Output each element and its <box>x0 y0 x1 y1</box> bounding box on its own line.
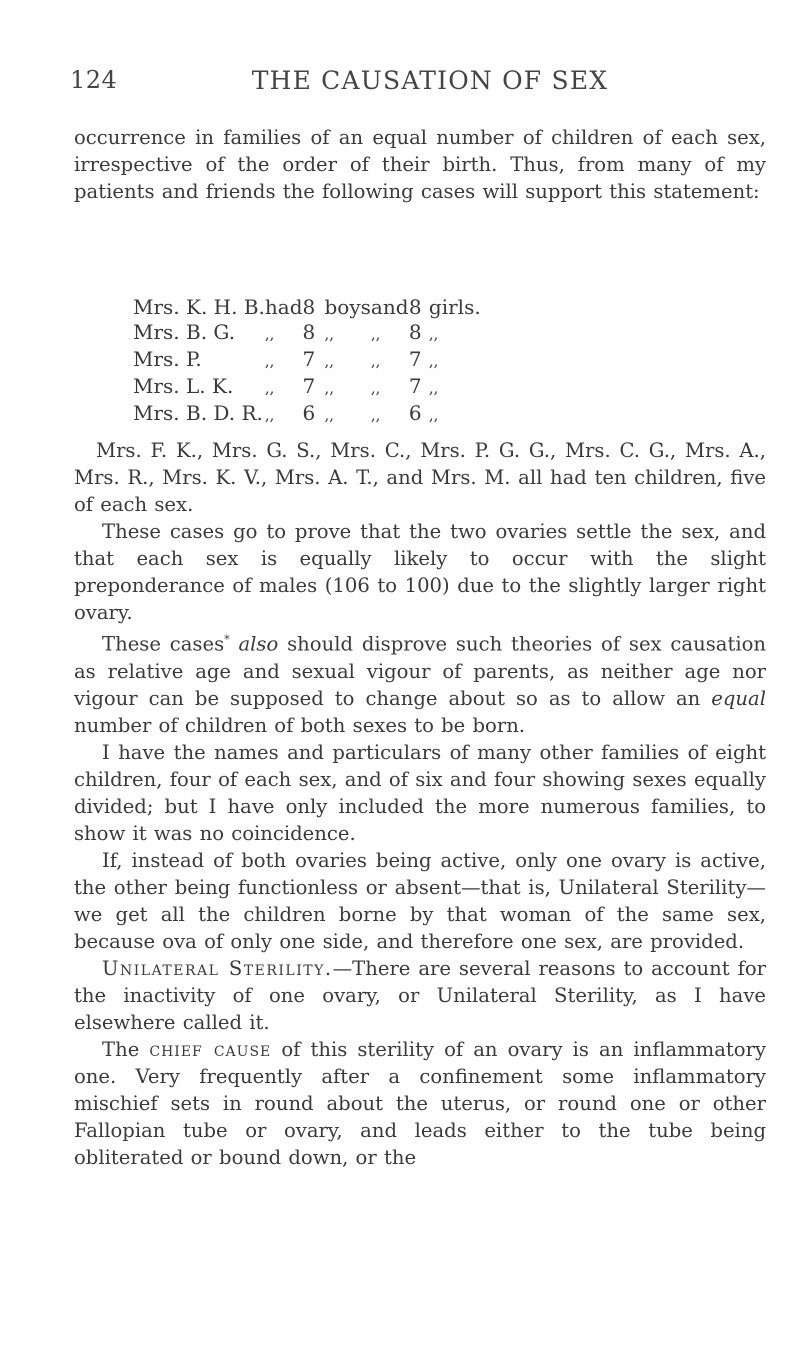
case-boys-count: 8 <box>302 295 316 319</box>
paragraph-two-ovaries: These cases go to prove that the two ovaries settle the sex, and that each sex is equally likely to occur with the slight preponderance of males (106 to 100) due to the slightly larger right ovary. <box>74 520 766 624</box>
paragraph-disprove-theories <box>74 626 766 739</box>
case-row <box>133 401 481 428</box>
case-girls-count: 6 <box>408 401 422 425</box>
case-boys-word: ,, <box>324 352 335 370</box>
running-title: THE CAUSATION OF SEX <box>251 66 609 95</box>
case-had: ,, <box>264 406 275 424</box>
case-and: ,, <box>370 325 381 343</box>
footnote-mark: * <box>224 633 230 646</box>
case-boys-count: 8 <box>302 320 316 344</box>
case-boys-count: 6 <box>302 401 316 425</box>
cases-table-wrap <box>133 295 481 428</box>
cases-table <box>133 295 481 428</box>
chief-cause-caps: chief cause <box>149 1037 272 1061</box>
case-boys-word: ,, <box>324 406 335 424</box>
paragraph-one-ovary: If, instead of both ovaries being active, only one ovary is active, the other being functionless or absent—that is, Unilateral Sterility—we get all the children borne by that woman of the same sex, because ova of only one side, and therefore one sex, are provided. <box>74 848 766 953</box>
case-girls-count: 7 <box>408 374 422 398</box>
case-row <box>133 320 481 347</box>
p6-rest: —There are several reasons to account for the inactivity of one ovary, or Unilateral Sterility, as I have elsewhere called it. <box>74 956 767 1034</box>
case-boys-word: ,, <box>324 325 335 343</box>
p3-emphasis-also: also <box>238 632 279 656</box>
p3-after: number of children of both sexes to be born. <box>74 713 526 737</box>
case-girls-count: 7 <box>408 347 422 371</box>
main-text <box>74 437 766 1171</box>
running-head <box>70 66 770 106</box>
case-had: ,, <box>264 352 275 370</box>
case-name: Mrs. K. H. B. <box>133 295 265 319</box>
case-had: had <box>264 295 303 319</box>
case-girls-word: ,, <box>428 325 439 343</box>
page-number: 124 <box>70 66 118 94</box>
case-boys-count: 7 <box>302 347 316 371</box>
case-girls-word: ,, <box>428 352 439 370</box>
case-girls-count: 8 <box>408 320 422 344</box>
case-name: Mrs. B. D. R. <box>133 401 263 425</box>
case-row <box>133 347 481 374</box>
case-row <box>133 374 481 401</box>
p3-middle: should disprove such theories of sex causation as relative age and sexual vigour of parents, as neither age nor vigour can be supposed to change about so as to allow an <box>74 632 766 710</box>
case-had: ,, <box>264 379 275 397</box>
paragraph-chief-cause <box>74 1036 766 1171</box>
p7-rest: of this sterility of an ovary is an inflammatory one. Very frequently after a confinement some inflammatory mischief sets in round about the uterus, or round one or other Fallopian tube or ovary, and leads either to the tube being obliterated or bound down, or the <box>74 1037 767 1169</box>
paragraph-other-families: I have the names and particulars of many other families of eight children, four of each sex, and of six and four showing sexes equally divided; but I have only included the more numerous families, to show it was no coincidence. <box>74 740 766 845</box>
p3-emphasis-equal: equal <box>711 686 766 710</box>
case-and: ,, <box>370 352 381 370</box>
case-boys-word: boys <box>324 295 371 319</box>
case-boys-count: 7 <box>302 374 316 398</box>
paragraph-unilateral-sterility <box>74 955 766 1036</box>
case-girls-word: ,, <box>428 379 439 397</box>
p7-pre: The <box>102 1037 150 1061</box>
case-row <box>133 295 481 320</box>
case-name: Mrs. L. K. <box>133 374 234 398</box>
section-heading-unilateral-sterility: Unilateral Sterility. <box>102 956 333 980</box>
case-and: and <box>370 295 409 319</box>
case-girls-word: ,, <box>428 406 439 424</box>
intro-paragraph: occurrence in families of an equal number of children of each sex, irrespective of the order of their birth. Thus, from many of my patients and friends the following cases will support this statement: <box>74 126 766 203</box>
case-girls-word: girls. <box>428 295 481 319</box>
case-and: ,, <box>370 406 381 424</box>
case-had: ,, <box>264 325 275 343</box>
case-name: Mrs. B. G. <box>133 320 236 344</box>
intro-block <box>74 124 766 205</box>
case-boys-word: ,, <box>324 379 335 397</box>
case-name: Mrs. P. <box>133 347 202 371</box>
paragraph-ten-children: Mrs. F. K., Mrs. G. S., Mrs. C., Mrs. P. G. G., Mrs. C. G., Mrs. A., Mrs. R., Mrs. K. V., Mrs. A. T., and Mrs. M. all had ten children, five of each sex. <box>74 439 766 516</box>
case-girls-count: 8 <box>408 295 422 319</box>
p3-before: These cases <box>102 632 225 656</box>
case-and: ,, <box>370 379 381 397</box>
